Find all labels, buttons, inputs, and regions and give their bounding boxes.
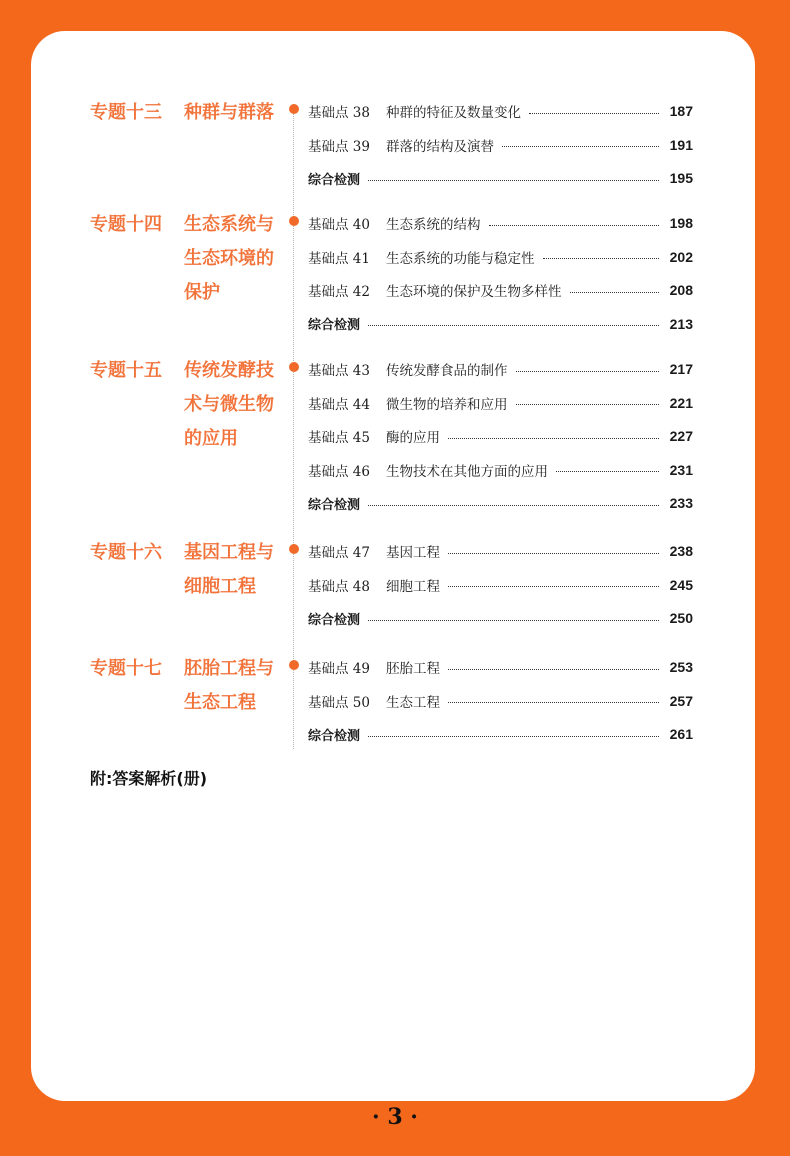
entry-code: 基础点 39 <box>308 138 370 155</box>
entry-code: 基础点 41 <box>308 250 370 267</box>
entry-title: 传统发酵食品的制作 <box>386 363 508 379</box>
entry-title: 生态系统的功能与稳定性 <box>386 250 535 267</box>
dot-leader <box>502 146 659 147</box>
section-name <box>184 652 284 720</box>
entry-page-number: 227 <box>669 428 693 445</box>
review-entry[interactable] <box>308 492 693 514</box>
dot-leader <box>368 620 659 621</box>
section-name <box>184 96 284 130</box>
entry-title: 细胞工程 <box>386 578 440 595</box>
dot-leader <box>556 471 659 472</box>
section-name-line: 生态工程 <box>184 692 256 713</box>
toc-entry[interactable] <box>308 279 693 301</box>
entry-page-number: 198 <box>669 215 693 231</box>
entry-title: 综合检测 <box>308 497 361 513</box>
section-name-line: 种群与群落 <box>184 102 274 123</box>
dot-leader <box>489 225 660 226</box>
entry-page-number: 233 <box>669 495 693 512</box>
entry-page-number: 231 <box>669 461 693 478</box>
section-bullet-dot <box>289 362 299 372</box>
entry-code: 基础点 44 <box>308 396 370 413</box>
section-name-line: 的应用 <box>184 428 238 449</box>
review-entry[interactable] <box>308 313 693 335</box>
entry-title: 综合检测 <box>308 172 361 188</box>
dot-leader <box>368 180 659 181</box>
entry-page-number: 217 <box>669 361 693 377</box>
entry-code: 基础点 38 <box>308 105 370 121</box>
entry-code: 基础点 43 <box>308 363 370 379</box>
section-bullet-dot <box>289 104 299 114</box>
section-name-line: 生态环境的 <box>184 248 274 269</box>
toc-entry[interactable] <box>308 656 693 678</box>
toc-entry[interactable] <box>308 212 693 234</box>
entry-title: 生物技术在其他方面的应用 <box>386 463 548 480</box>
entry-code: 基础点 40 <box>308 217 370 233</box>
section-number: 专题十三 <box>90 102 162 123</box>
section-name-line: 传统发酵技 <box>184 360 274 381</box>
entry-code: 基础点 47 <box>308 545 370 561</box>
dot-leader <box>516 371 660 372</box>
toc-entry[interactable] <box>308 134 693 156</box>
section-name-line: 保护 <box>184 282 220 303</box>
section-number: 专题十七 <box>90 658 162 679</box>
section-name-line: 胚胎工程与 <box>184 658 274 679</box>
entry-page-number: 213 <box>669 315 693 332</box>
section-name-line: 生态系统与 <box>184 214 274 235</box>
timeline-line <box>293 113 294 749</box>
toc-entry[interactable] <box>308 100 693 122</box>
entry-title: 微生物的培养和应用 <box>386 396 508 413</box>
appendix-label: 附:答案解析(册) <box>90 769 208 788</box>
entry-title: 种群的特征及数量变化 <box>386 105 521 121</box>
dot-leader <box>448 669 659 670</box>
entry-page-number: 257 <box>669 692 693 709</box>
entry-title: 综合检测 <box>308 318 361 334</box>
toc-entry[interactable] <box>308 358 693 380</box>
dot-leader <box>368 505 659 506</box>
dot-leader <box>448 702 659 703</box>
entry-page-number: 195 <box>669 170 693 187</box>
review-entry[interactable] <box>308 167 693 189</box>
dot-leader <box>448 438 659 439</box>
entry-code: 基础点 45 <box>308 430 370 447</box>
entry-title: 综合检测 <box>308 728 361 744</box>
page-number: · 3 · <box>372 1104 418 1130</box>
entry-page-number: 191 <box>669 136 693 153</box>
dot-leader <box>368 736 659 737</box>
toc-entry[interactable] <box>308 574 693 596</box>
section-bullet-dot <box>289 660 299 670</box>
dot-leader <box>448 586 659 587</box>
entry-page-number: 261 <box>669 726 693 743</box>
entry-code: 基础点 49 <box>308 661 370 677</box>
section-name <box>184 354 284 456</box>
entry-page-number: 250 <box>669 610 693 627</box>
dot-leader <box>570 292 660 293</box>
section-name-line: 术与微生物 <box>184 394 274 415</box>
entry-title: 综合检测 <box>308 612 361 628</box>
toc-entry[interactable] <box>308 392 693 414</box>
entry-page-number: 208 <box>669 282 693 299</box>
toc-entry[interactable] <box>308 425 693 447</box>
entry-title: 基因工程 <box>386 545 440 561</box>
section-number: 专题十六 <box>90 542 162 563</box>
entry-page-number: 238 <box>669 543 693 559</box>
section-number: 专题十五 <box>90 360 162 381</box>
entry-title: 生态工程 <box>386 694 440 711</box>
section-bullet-dot <box>289 216 299 226</box>
toc-entry[interactable] <box>308 690 693 712</box>
section-name-line: 基因工程与 <box>184 542 274 563</box>
dot-leader <box>543 258 660 259</box>
dot-leader <box>529 113 659 114</box>
toc-entry[interactable] <box>308 540 693 562</box>
entry-code: 基础点 46 <box>308 463 370 480</box>
entry-code: 基础点 48 <box>308 578 370 595</box>
dot-leader <box>516 404 660 405</box>
entry-code: 基础点 42 <box>308 284 370 301</box>
entry-page-number: 245 <box>669 576 693 593</box>
section-name-line: 细胞工程 <box>184 576 256 597</box>
review-entry[interactable] <box>308 607 693 629</box>
entry-page-number: 187 <box>669 103 693 119</box>
review-entry[interactable] <box>308 723 693 745</box>
section-bullet-dot <box>289 544 299 554</box>
entry-title: 生态系统的结构 <box>386 217 481 233</box>
toc-entry[interactable] <box>308 459 693 481</box>
entry-page-number: 253 <box>669 659 693 675</box>
dot-leader <box>448 553 659 554</box>
entry-page-number: 221 <box>669 394 693 411</box>
section-number: 专题十四 <box>90 214 162 235</box>
entry-title: 胚胎工程 <box>386 661 440 677</box>
section-name <box>184 208 284 310</box>
entry-page-number: 202 <box>669 248 693 265</box>
entry-code: 基础点 50 <box>308 694 370 711</box>
entry-title: 酶的应用 <box>386 430 440 447</box>
dot-leader <box>368 325 659 326</box>
toc-entry[interactable] <box>308 246 693 268</box>
section-name <box>184 536 284 604</box>
entry-title: 群落的结构及演替 <box>386 138 494 155</box>
entry-title: 生态环境的保护及生物多样性 <box>386 284 562 301</box>
